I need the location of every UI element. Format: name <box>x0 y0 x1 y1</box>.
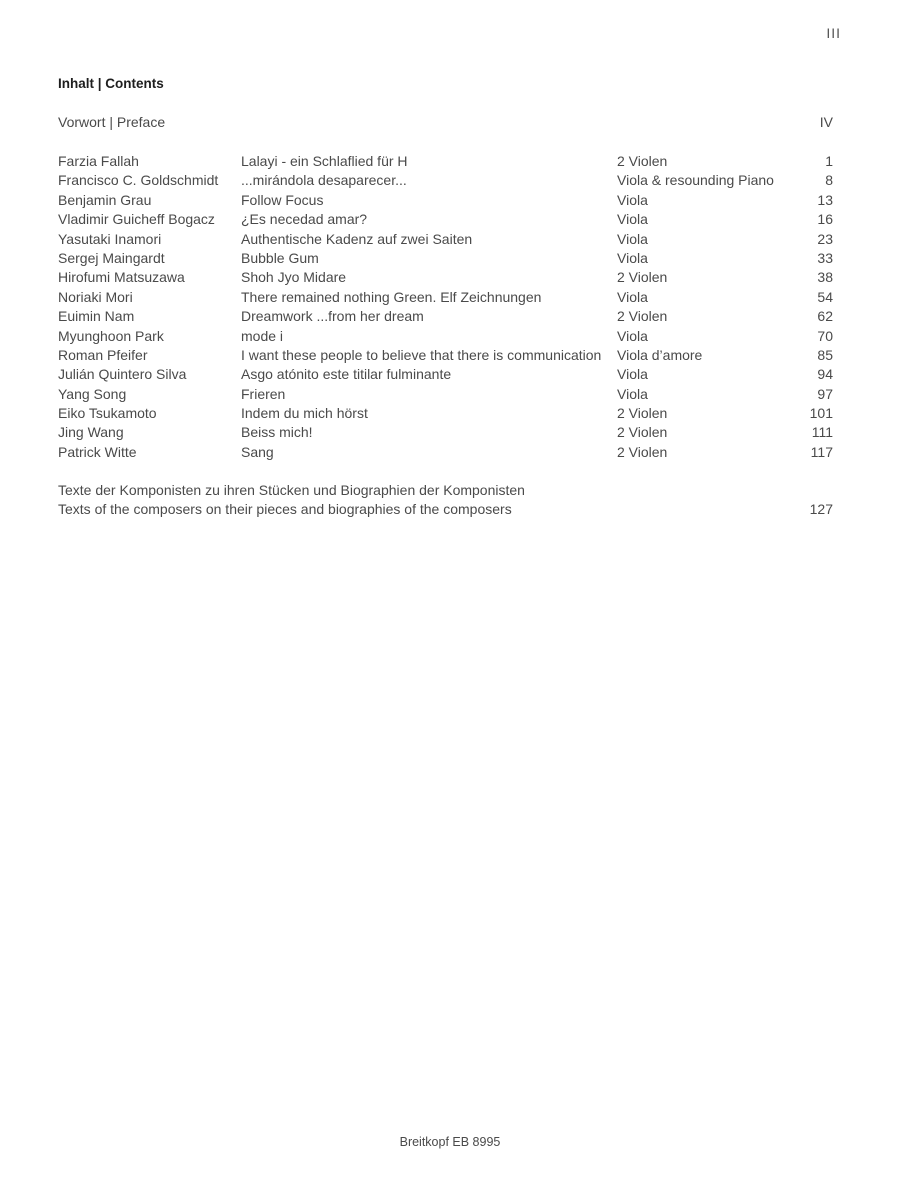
composer-name: Sergej Maingardt <box>58 249 165 266</box>
page-ref: 8 <box>825 172 833 189</box>
composer-texts-page: 127 <box>809 501 833 518</box>
composer-texts-line-en <box>58 500 833 519</box>
piece-title: I want these people to believe that there is communication <box>241 346 602 363</box>
piece-title: Frieren <box>241 385 286 402</box>
composer-name: Patrick Witte <box>58 443 137 460</box>
preface-page: IV <box>819 114 833 130</box>
page-ref: 1 <box>825 153 833 169</box>
toc-entry <box>58 230 833 249</box>
instrumentation: Viola <box>617 230 648 247</box>
page-ref: 94 <box>817 366 833 383</box>
toc-entry <box>58 365 833 384</box>
composer-texts-label-en: Texts of the composers on their pieces and biographies of the composers <box>58 501 512 518</box>
toc-entry <box>58 210 833 229</box>
page-ref: 16 <box>817 211 833 228</box>
preface-entry <box>58 114 833 133</box>
page-ref: 111 <box>811 424 833 441</box>
composer-name: Francisco C. Goldschmidt <box>58 172 219 189</box>
piece-title: Dreamwork ...from her dream <box>241 308 424 325</box>
page-ref: 54 <box>817 288 833 305</box>
piece-title: Asgo atónito este titilar fulminante <box>241 366 452 383</box>
instrumentation: Viola <box>617 327 648 344</box>
instrumentation: Viola <box>617 191 648 208</box>
instrumentation: 2 Violen <box>617 405 668 422</box>
instrumentation: 2 Violen <box>617 443 668 460</box>
page-ref: 70 <box>817 327 833 344</box>
composer-name: Noriaki Mori <box>58 288 133 305</box>
page-ref: 85 <box>817 346 833 363</box>
page-ref: 13 <box>817 191 833 208</box>
instrumentation: 2 Violen <box>617 269 668 286</box>
piece-title: Sang <box>241 443 274 460</box>
toc-entry <box>58 152 833 171</box>
composer-texts-entry <box>58 481 833 520</box>
piece-title: There remained nothing Green. Elf Zeichnungen <box>241 288 542 305</box>
publisher-footer: Breitkopf EB 8995 <box>399 1135 501 1149</box>
instrumentation: Viola <box>617 366 648 383</box>
composer-name: Yasutaki Inamori <box>58 230 162 247</box>
page-ref: 23 <box>817 230 833 247</box>
instrumentation: Viola <box>617 385 648 402</box>
page-ref: 101 <box>809 405 833 422</box>
instrumentation: 2 Violen <box>617 424 668 441</box>
page-ref: 62 <box>817 308 833 325</box>
composer-name: Benjamin Grau <box>58 191 152 208</box>
toc-entry <box>58 268 833 287</box>
piece-title: Beiss mich! <box>241 424 313 441</box>
piece-title: Indem du mich hörst <box>241 405 368 422</box>
instrumentation: 2 Violen <box>617 153 668 169</box>
instrumentation: Viola <box>617 288 648 305</box>
composer-name: Julián Quintero Silva <box>58 366 187 383</box>
preface-label: Vorwort | Preface <box>58 114 166 130</box>
piece-title: Authentische Kadenz auf zwei Saiten <box>241 230 473 247</box>
toc-entry <box>58 423 833 442</box>
composer-name: Yang Song <box>58 385 127 402</box>
composer-name: Euimin Nam <box>58 308 135 325</box>
composer-texts-label-de: Texte der Komponisten zu ihren Stücken und Biographien der Komponisten <box>58 482 525 498</box>
piece-title: Bubble Gum <box>241 249 319 266</box>
composer-name: Eiko Tsukamoto <box>58 405 157 422</box>
toc-entry <box>58 288 833 307</box>
composer-name: Farzia Fallah <box>58 153 139 169</box>
instrumentation: Viola <box>617 249 648 266</box>
composer-name: Myunghoon Park <box>58 327 164 344</box>
piece-title: ...mirándola desaparecer... <box>241 172 407 189</box>
piece-title: Lalayi - ein Schlaflied für H <box>241 153 408 169</box>
toc-entry <box>58 443 833 462</box>
piece-title: Shoh Jyo Midare <box>241 269 347 286</box>
instrumentation: Viola & resounding Piano <box>617 172 774 189</box>
page-ref: 117 <box>810 443 833 460</box>
page-ref: 33 <box>817 249 833 266</box>
toc-entry <box>58 307 833 326</box>
page-ref: 38 <box>817 269 833 286</box>
toc-entry <box>58 327 833 346</box>
toc-entry <box>58 171 833 190</box>
toc-entry <box>58 191 833 210</box>
toc-entry <box>58 346 833 365</box>
piece-title: ¿Es necedad amar? <box>241 211 368 228</box>
composer-name: Jing Wang <box>58 424 124 441</box>
toc-entry <box>58 249 833 268</box>
composer-texts-line-de <box>58 481 833 500</box>
toc-entry <box>58 385 833 404</box>
instrumentation: 2 Violen <box>617 308 668 325</box>
page-ref: 97 <box>817 385 833 402</box>
composer-name: Roman Pfeifer <box>58 346 148 363</box>
contents-heading: Inhalt | Contents <box>58 76 164 91</box>
toc-list <box>58 152 833 462</box>
piece-title: mode i <box>241 327 284 344</box>
piece-title: Follow Focus <box>241 191 324 208</box>
instrumentation: Viola d’amore <box>617 346 703 363</box>
composer-name: Vladimir Guicheff Bogacz <box>58 211 215 228</box>
toc-entry <box>58 404 833 423</box>
composer-name: Hirofumi Matsuzawa <box>58 269 185 286</box>
instrumentation: Viola <box>617 211 648 228</box>
page-number: III <box>826 25 841 41</box>
